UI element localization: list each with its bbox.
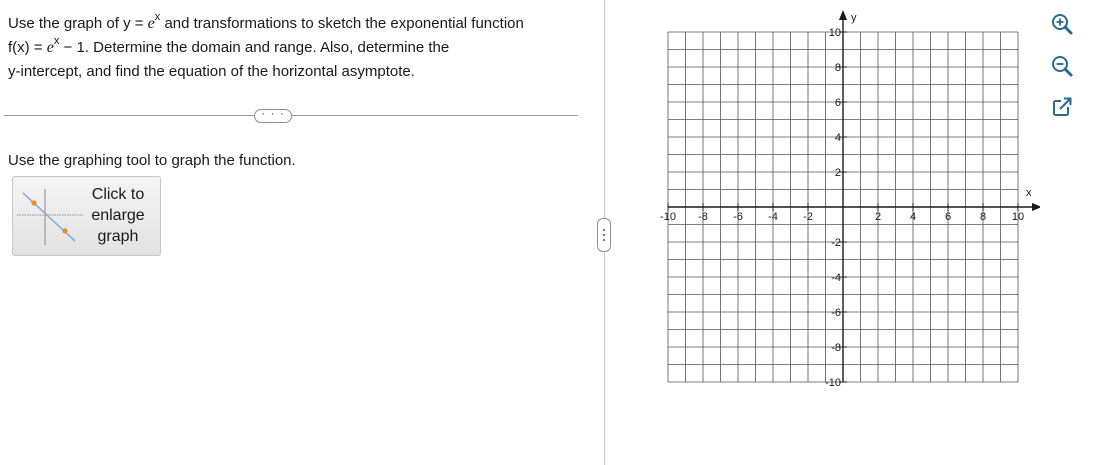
y-tick-label: 10 bbox=[828, 27, 841, 39]
zoom-out-button[interactable] bbox=[1048, 52, 1076, 80]
x-tick-label: -6 bbox=[733, 211, 743, 223]
y-tick-label: 4 bbox=[834, 132, 841, 144]
enlarge-graph-button[interactable] bbox=[12, 176, 161, 256]
enlarge-label-line-2: enlarge bbox=[91, 207, 145, 224]
base-e: e bbox=[147, 15, 155, 32]
question-line-2 bbox=[8, 36, 578, 60]
y-tick-label: 6 bbox=[834, 97, 841, 109]
enlarge-label-line-3: graph bbox=[97, 228, 139, 245]
tick-labels bbox=[660, 27, 1024, 389]
axes bbox=[668, 10, 1040, 382]
enlarge-label-line-1: Click to bbox=[91, 186, 145, 203]
coordinate-grid[interactable] bbox=[640, 0, 1040, 400]
y-tick-label: 2 bbox=[834, 167, 841, 179]
base-e-2: e bbox=[46, 39, 54, 56]
y-axis-label: y bbox=[851, 12, 857, 24]
y-tick-label: -10 bbox=[825, 377, 841, 389]
y-tick-label: -4 bbox=[831, 272, 841, 284]
zoom-in-icon bbox=[1048, 10, 1076, 38]
x-tick-label: 8 bbox=[979, 211, 987, 223]
popout-icon bbox=[1048, 93, 1076, 121]
enlarge-graph-label bbox=[83, 184, 153, 247]
popout-button[interactable] bbox=[1048, 93, 1076, 121]
x-tick-label: -8 bbox=[698, 211, 708, 223]
x-tick-label: 2 bbox=[874, 211, 882, 223]
question-line-2-start: f(x) = bbox=[8, 39, 47, 56]
x-tick-label: 4 bbox=[909, 211, 917, 223]
question-line-2-end: − 1. Determine the domain and range. Also, determine the bbox=[59, 39, 450, 56]
x-tick-label: 10 bbox=[1011, 211, 1025, 223]
zoom-out-icon bbox=[1048, 52, 1076, 80]
question-line-1-end: and transformations to sketch the exponential function bbox=[160, 15, 524, 32]
zoom-in-button[interactable] bbox=[1048, 10, 1076, 38]
x-tick-label: -10 bbox=[660, 211, 676, 223]
instruction-text: Use the graphing tool to graph the function. bbox=[8, 152, 296, 169]
question-text bbox=[8, 12, 578, 84]
y-axis-arrow bbox=[839, 10, 847, 20]
y-tick-label: -8 bbox=[831, 342, 841, 354]
exponent-x: x bbox=[154, 11, 161, 23]
x-axis-arrow bbox=[1032, 203, 1040, 211]
x-tick-label: 6 bbox=[944, 211, 952, 223]
y-tick-label: -6 bbox=[831, 307, 841, 319]
question-line-1 bbox=[8, 12, 578, 36]
x-tick-label: -4 bbox=[768, 211, 778, 223]
exponent-x-2: x bbox=[53, 35, 60, 47]
expand-more-button[interactable]: · · · bbox=[254, 109, 292, 123]
x-tick-label: -2 bbox=[803, 211, 813, 223]
y-tick-label: 8 bbox=[834, 62, 841, 74]
y-tick-label: -2 bbox=[831, 237, 841, 249]
question-line-3: y-intercept, and find the equation of the horizontal asymptote. bbox=[8, 63, 415, 80]
question-line-1-start: Use the graph of y = bbox=[8, 15, 148, 32]
x-axis-label: x bbox=[1026, 187, 1032, 199]
splitter-handle[interactable] bbox=[597, 218, 611, 252]
